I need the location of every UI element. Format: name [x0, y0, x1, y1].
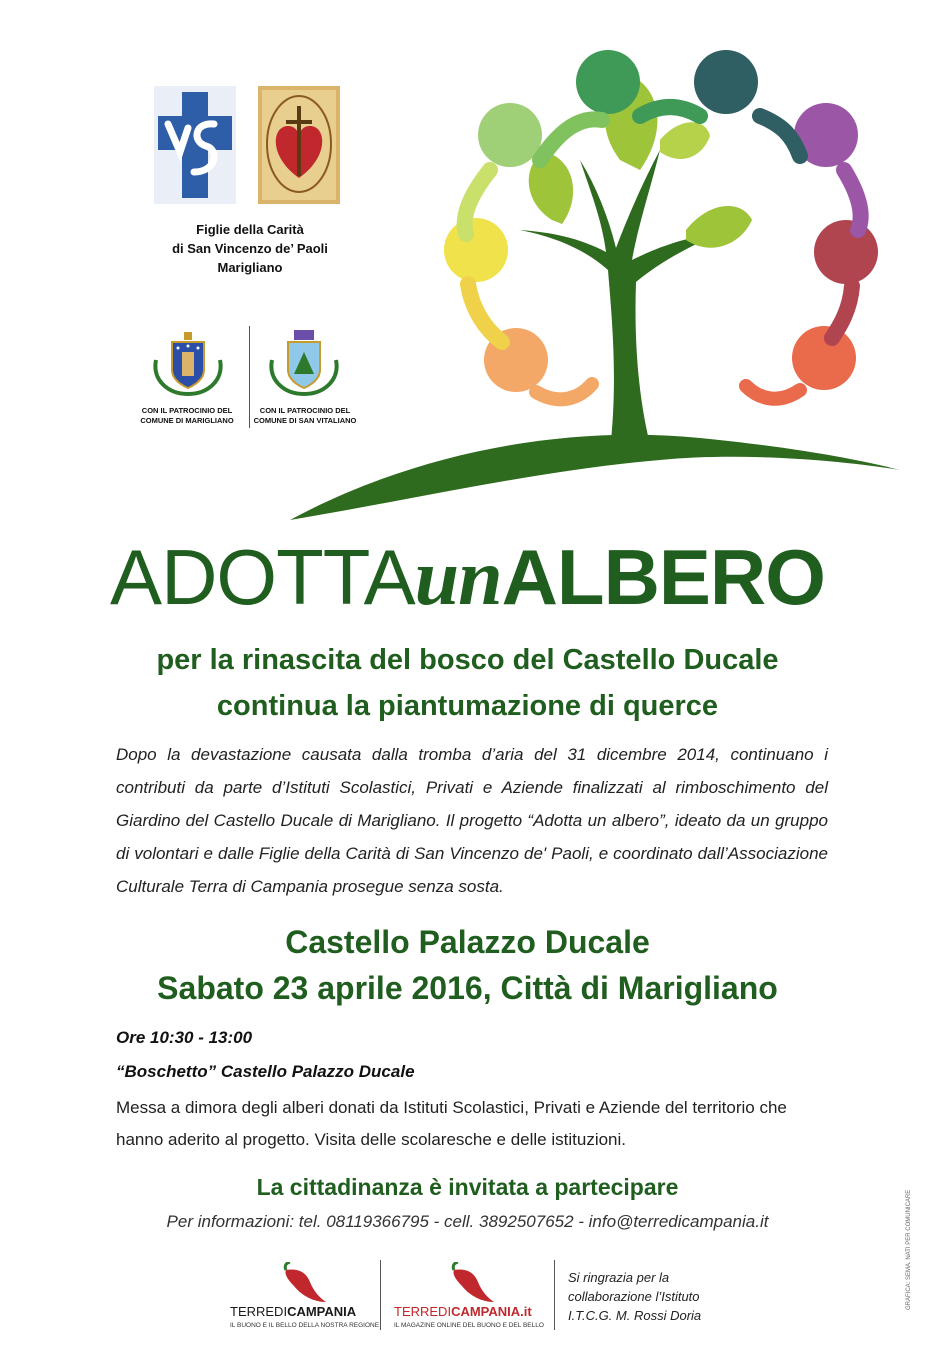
- event-date: Sabato 23 aprile 2016, Città di Marigliano: [157, 970, 778, 1006]
- patronage-line: COMUNE DI MARIGLIANO: [140, 416, 234, 425]
- chili-pepper-icon: [446, 1262, 496, 1306]
- thanks-line: I.T.C.G. M. Rossi Doria: [568, 1308, 702, 1323]
- brand-tagline: IL MAGAZINE ONLINE DEL BUONO E DEL BELLO: [394, 1322, 544, 1329]
- tree-people-illustration-icon: [240, 20, 920, 535]
- title-part-adotta: ADOTTA: [110, 533, 415, 621]
- org-name-line-2: di San Vincenzo de’ Paoli: [172, 241, 328, 256]
- brand-terredicampania-it: [394, 1304, 532, 1319]
- event-place: “Boschetto” Castello Palazzo Ducale: [116, 1062, 415, 1081]
- brand-part: CAMPANIA: [287, 1304, 357, 1319]
- thanks-line: Si ringrazia per la: [568, 1270, 670, 1285]
- event-venue: Castello Palazzo Ducale: [285, 924, 650, 960]
- brand-part: TERREDI: [230, 1304, 288, 1319]
- org-name-line-3: Marigliano: [217, 260, 283, 275]
- brand-part: TERREDI: [394, 1304, 452, 1319]
- marigliano-crest-icon: [148, 330, 228, 396]
- patronage-marigliano: [132, 406, 242, 426]
- event-description: Messa a dimora degli alberi donati da Istituti Scolastici, Privati e Aziende del territorio che hanno aderito al progetto. Visita delle scolaresche e delle istituzioni.: [116, 1098, 787, 1149]
- brand-tagline: IL BUONO E IL BELLO DELLA NOSTRA REGIONE: [230, 1322, 380, 1329]
- invitation-text: La cittadinanza è invitata a partecipare: [256, 1174, 679, 1200]
- thanks-note: [568, 1268, 701, 1325]
- patronage-line: CON IL PATROCINIO DEL: [259, 406, 351, 415]
- graphic-credit: GRAFICA: SEMA. NATI PER COMUNICARE: [906, 1189, 912, 1310]
- patronage-line: COMUNE DI SAN VITALIANO: [253, 416, 357, 425]
- thanks-line: collaborazione l’Istituto: [568, 1289, 700, 1304]
- title-part-albero: ALBERO: [501, 533, 825, 621]
- chili-pepper-icon: [278, 1262, 328, 1306]
- subtitle-line-2: continua la piantumazione di querce: [216, 690, 719, 722]
- org-name-line-1: Figlie della Carità: [196, 222, 304, 237]
- footer-divider: [380, 1260, 381, 1330]
- vincentian-cross-logo-icon: [154, 86, 236, 204]
- brand-part: CAMPANIA.it: [451, 1304, 532, 1319]
- event-time: Ore 10:30 - 13:00: [116, 1028, 253, 1047]
- contact-info: Per informazioni: tel. 08119366795 - cell. 3892507652 - info@terredicampania.it: [166, 1212, 769, 1231]
- title-part-un: un: [414, 534, 502, 622]
- intro-paragraph: Dopo la devastazione causata dalla tromba d’aria del 31 dicembre 2014, continuano i contributi da parte d’Istituti Scolastici, Privati e Aziende finalizzati al rimboschimento del Giardino del Castello Ducale di Marigliano. Il progetto “Adotta un albero”, ideato da un gruppo di volontari e dalle Figlie della Carità di San Vincenzo de' Paoli, e coordinato dall’Associazione Culturale Terra di Campania prosegue senza sosta.: [116, 745, 828, 896]
- patronage-line: CON IL PATROCINIO DEL: [141, 406, 233, 415]
- footer-divider: [554, 1260, 555, 1330]
- subtitle-line-1: per la rinascita del bosco del Castello Ducale: [156, 644, 779, 676]
- main-title: [0, 532, 935, 623]
- brand-terredicampania: [230, 1304, 356, 1319]
